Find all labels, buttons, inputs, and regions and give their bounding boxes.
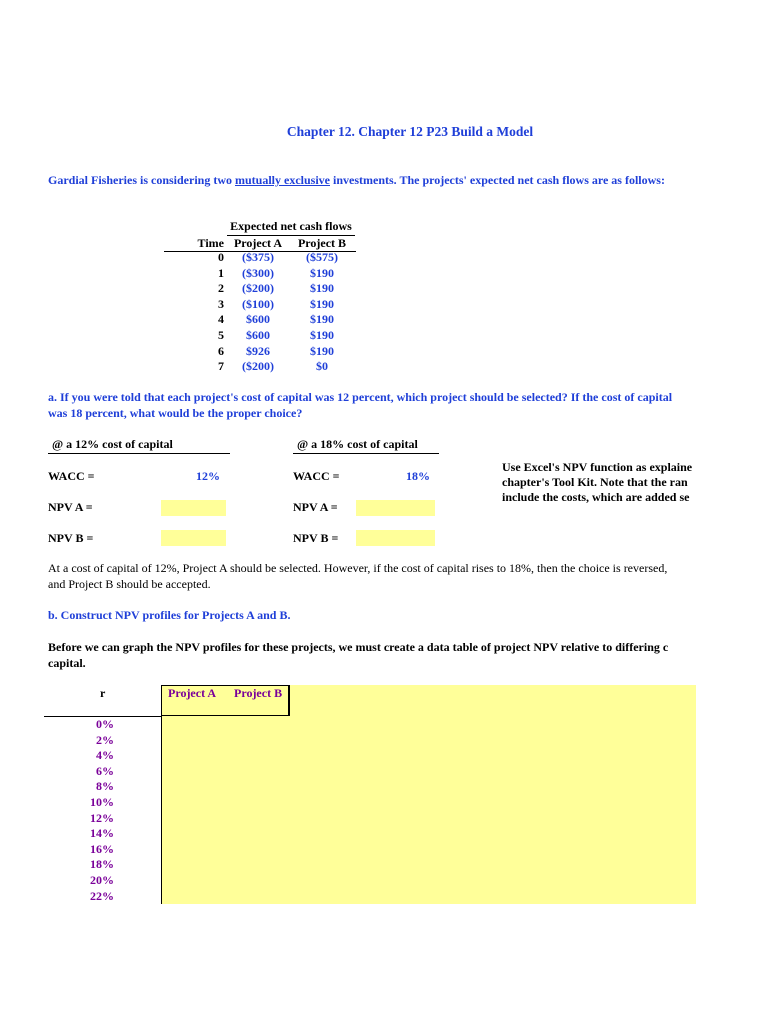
rate-row: 6% [96,763,114,778]
profile-col-project-b: Project B [234,686,283,700]
intro-before: Gardial Fisheries is considering two [48,173,235,187]
header-12-percent: @ a 12% cost of capital [48,437,230,454]
data-table-intro [48,639,698,671]
cash-flow-project-a[interactable]: ($200) [242,281,274,296]
npv-b-12-cell[interactable] [161,530,226,546]
note-line-2: chapter's Tool Kit. Note that the ran [502,475,688,489]
col-project-b: Project B [297,236,347,250]
wacc-18-label: WACC = [293,469,340,483]
rate-row: 20% [90,872,114,887]
cash-flow-project-b[interactable]: ($575) [306,250,338,264]
rate-list [62,717,114,904]
cash-flow-row [164,359,356,375]
col-project-a: Project A [233,236,283,250]
cash-flow-project-b[interactable]: $190 [310,343,334,358]
intro-text [48,173,668,188]
cash-flow-row [164,328,356,344]
cash-flow-time: 2 [218,281,224,296]
cash-flow-row [164,250,356,266]
cash-flow-row [164,297,356,313]
cash-flow-project-a[interactable]: ($300) [242,265,274,280]
intro-underlined: mutually exclusive [235,173,330,187]
cash-flow-project-b[interactable]: $190 [310,281,334,296]
cash-flow-project-a[interactable]: $600 [246,327,270,342]
cash-flows-group-header: Expected net cash flows [227,219,355,236]
rate-row: 2% [96,732,114,747]
cash-flow-project-b[interactable]: $190 [310,296,334,311]
rate-row: 14% [90,826,114,841]
col-time: Time [197,236,224,250]
rate-row: 10% [90,794,114,809]
profile-col-project-a: Project A [168,686,217,700]
rate-column-header: r [100,686,106,700]
question-a: a. If you were told that each project's cost of capital was 12 percent, which project should be selected? If the cost of capital was 18 percent, what would be the proper choice? [48,390,673,420]
cash-flow-project-a[interactable]: $600 [246,312,270,327]
rate-row: 12% [90,810,114,825]
cash-flow-project-b[interactable]: $190 [310,312,334,327]
cash-flow-project-b[interactable]: $190 [310,327,334,342]
npv-profile-input-area[interactable] [161,685,696,904]
wacc-12-label: WACC = [48,469,95,483]
cash-flow-time: 7 [218,359,224,374]
cash-flow-project-b[interactable]: $0 [316,359,328,374]
cash-flow-row [164,281,356,297]
cash-flows-rows [164,250,356,375]
npv-b-18-cell[interactable] [356,530,435,546]
rate-row: 8% [96,779,114,794]
note-line-1: Use Excel's NPV function as explaine [502,460,693,474]
note-line-3: include the costs, which are added se [502,490,690,504]
cash-flow-row [164,266,356,282]
cash-flow-time: 1 [218,265,224,280]
cash-flow-project-a[interactable]: $926 [246,343,270,358]
cash-flow-time: 6 [218,343,224,358]
header-18-percent: @ a 18% cost of capital [293,437,439,454]
npv-function-note [502,460,698,505]
cash-flow-row [164,344,356,360]
wacc-18-value[interactable]: 18% [406,469,430,483]
rate-row: 22% [90,888,114,903]
npv-a-12-cell[interactable] [161,500,226,516]
cash-flow-time: 4 [218,312,224,327]
question-b: b. Construct NPV profiles for Projects A and B. [48,608,291,622]
npv-b-18-label: NPV B = [293,531,339,545]
rate-row: 4% [96,748,114,763]
cash-flow-project-b[interactable]: $190 [310,265,334,280]
intro-after: investments. The projects' expected net cash flows are as follows: [330,173,665,187]
cash-flow-time: 0 [218,250,224,264]
npv-a-12-label: NPV A = [48,500,93,514]
cash-flow-time: 5 [218,327,224,342]
cash-flow-time: 3 [218,296,224,311]
rate-row: 0% [96,717,114,731]
cash-flow-project-a[interactable]: ($375) [242,250,274,264]
rate-row: 18% [90,857,114,872]
answer-a: At a cost of capital of 12%, Project A should be selected. However, if the cost of capital rises to 18%, then the choice is reversed, and Project B should be accepted. [48,561,668,591]
npv-b-12-label: NPV B = [48,531,94,545]
cash-flow-project-a[interactable]: ($100) [242,296,274,311]
page-title: Chapter 12. Chapter 12 P23 Build a Model [286,124,534,139]
wacc-12-value[interactable]: 12% [196,469,220,483]
data-table-intro-line-2: capital. [48,656,86,670]
cash-flow-row [164,312,356,328]
data-table-intro-line-1: Before we can graph the NPV profiles for these projects, we must create a data table of project NPV relative to differing c [48,640,669,654]
npv-a-18-label: NPV A = [293,500,338,514]
cash-flow-project-a[interactable]: ($200) [242,359,274,374]
rate-row: 16% [90,841,114,856]
npv-a-18-cell[interactable] [356,500,435,516]
